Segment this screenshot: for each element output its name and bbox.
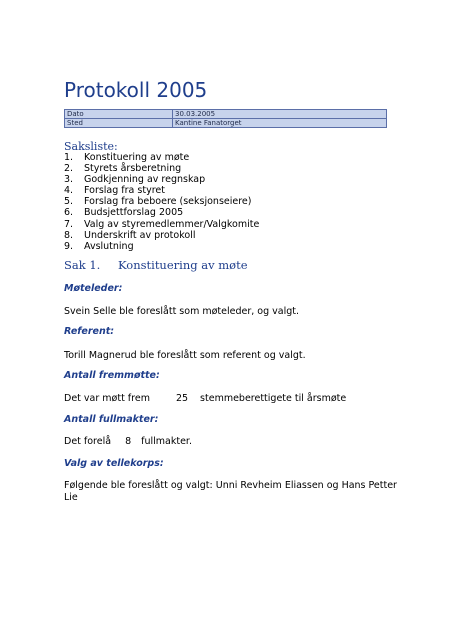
fremmotte-text <box>64 393 346 404</box>
sak-number: Sak 1. <box>64 258 101 272</box>
referent-text: Torill Magnerud ble foreslått som referent og valgt. <box>64 350 306 361</box>
agenda-item <box>64 163 259 174</box>
meta-row <box>65 110 387 119</box>
saksliste-heading: Saksliste: <box>64 140 118 153</box>
tellekorps-text-line2: Lie <box>64 492 78 503</box>
fullmakter-text <box>64 436 192 447</box>
agenda-item <box>64 196 259 207</box>
agenda-number: 1. <box>64 152 74 163</box>
agenda-text: Forslag fra styret <box>84 185 165 197</box>
agenda-number: 2. <box>64 163 74 175</box>
meta-value-dato: 30.03.2005 <box>173 110 387 119</box>
agenda-list <box>64 152 259 252</box>
referent-label: Referent: <box>64 326 115 337</box>
document-title: Protokoll 2005 <box>64 78 208 102</box>
agenda-number: 7. <box>64 218 74 230</box>
meta-value-sted: Kantine Fanatorget <box>173 119 387 128</box>
agenda-text: Underskrift av protokoll <box>84 229 196 241</box>
agenda-text: Forslag fra beboere (seksjonseiere) <box>84 196 252 208</box>
sak-1-heading <box>64 258 248 272</box>
agenda-text: Budsjettforslag 2005 <box>84 207 184 219</box>
agenda-item <box>64 230 259 241</box>
fremmotte-label: Antall fremmøtte: <box>64 370 160 381</box>
fremmotte-count: 25 <box>175 393 189 404</box>
agenda-item <box>64 241 259 252</box>
agenda-item <box>64 152 259 163</box>
agenda-text: Valg av styremedlemmer/Valgkomite <box>84 218 260 230</box>
tellekorps-label: Valg av tellekorps: <box>64 458 164 469</box>
agenda-number: 5. <box>64 196 74 208</box>
agenda-number: 3. <box>64 174 74 186</box>
agenda-item <box>64 185 259 196</box>
fremmotte-post: stemmeberettigete til årsmøte <box>200 393 347 404</box>
meta-key-sted: Sted <box>65 119 173 128</box>
agenda-item <box>64 207 259 218</box>
meta-key-dato: Dato <box>65 110 173 119</box>
agenda-number: 6. <box>64 207 74 219</box>
agenda-text: Avslutning <box>84 240 134 252</box>
meta-table <box>64 109 387 128</box>
agenda-text: Styrets årsberetning <box>84 163 182 175</box>
agenda-item <box>64 219 259 230</box>
fullmakter-count: 8 <box>125 436 132 447</box>
fullmakter-pre: Det forelå <box>64 436 112 447</box>
agenda-number: 8. <box>64 229 74 241</box>
fremmotte-pre: Det var møtt frem <box>64 393 150 404</box>
fullmakter-post: fullmakter. <box>141 436 192 447</box>
agenda-number: 4. <box>64 185 74 197</box>
sak-title: Konstituering av møte <box>118 258 248 272</box>
moteleder-text: Svein Selle ble foreslått som møteleder, og valgt. <box>64 306 300 317</box>
moteleder-label: Møteleder: <box>64 283 123 294</box>
fullmakter-label: Antall fullmakter: <box>64 414 159 425</box>
meta-row <box>65 119 387 128</box>
agenda-number: 9. <box>64 240 74 252</box>
agenda-text: Godkjenning av regnskap <box>84 174 206 186</box>
agenda-text: Konstituering av møte <box>84 152 190 163</box>
agenda-item <box>64 174 259 185</box>
tellekorps-text-line1: Følgende ble foreslått og valgt: Unni Revheim Eliassen og Hans Petter <box>64 480 397 491</box>
